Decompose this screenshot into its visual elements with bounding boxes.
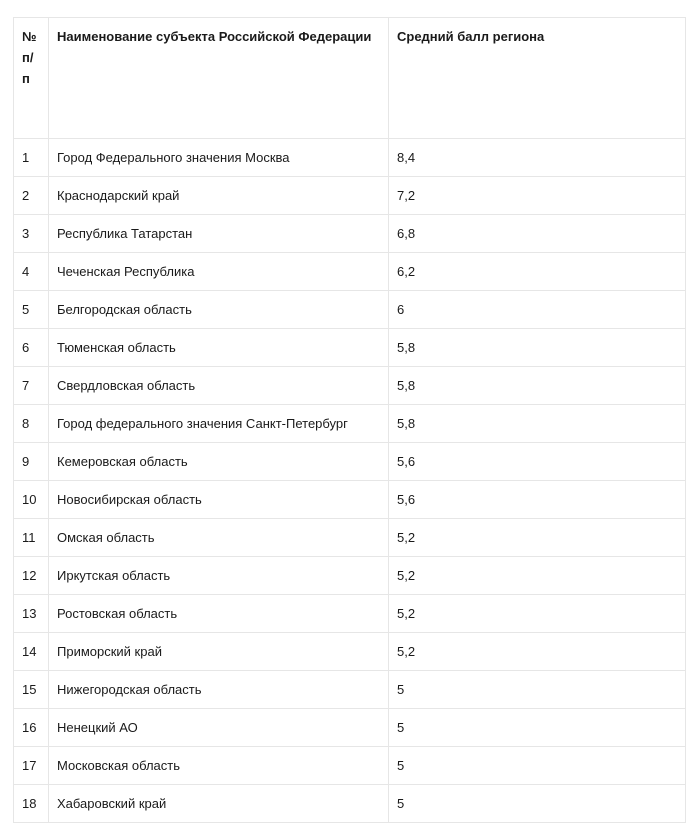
row-region-name: Чеченская Республика: [49, 253, 389, 291]
row-score: 5,8: [389, 367, 686, 405]
row-number: 11: [14, 519, 49, 557]
table-body: [14, 139, 686, 823]
header-number-line3: п: [22, 71, 30, 86]
table-row: [14, 671, 686, 709]
row-score: 5: [389, 671, 686, 709]
row-score: 5,8: [389, 405, 686, 443]
row-number: 13: [14, 595, 49, 633]
row-score: 5,2: [389, 595, 686, 633]
table-row: [14, 481, 686, 519]
row-number: 3: [14, 215, 49, 253]
header-subject: Наименование субъекта Российской Федерации: [49, 18, 389, 139]
table-row: [14, 367, 686, 405]
row-score: 5,6: [389, 481, 686, 519]
table-row: [14, 177, 686, 215]
row-region-name: Иркутская область: [49, 557, 389, 595]
table-header: [14, 18, 686, 139]
row-score: 5,2: [389, 519, 686, 557]
regions-table: [13, 17, 686, 823]
row-number: 5: [14, 291, 49, 329]
row-score: 6,8: [389, 215, 686, 253]
row-number: 6: [14, 329, 49, 367]
row-score: 5: [389, 709, 686, 747]
row-number: 9: [14, 443, 49, 481]
table-row: [14, 519, 686, 557]
row-region-name: Краснодарский край: [49, 177, 389, 215]
table-row: [14, 633, 686, 671]
table-row: [14, 215, 686, 253]
row-number: 17: [14, 747, 49, 785]
table-row: [14, 557, 686, 595]
row-score: 7,2: [389, 177, 686, 215]
header-row: [14, 18, 686, 139]
row-score: 5,6: [389, 443, 686, 481]
table-row: [14, 785, 686, 823]
header-number-line1: №: [22, 29, 37, 44]
row-number: 2: [14, 177, 49, 215]
row-region-name: Белгородская область: [49, 291, 389, 329]
row-score: 6,2: [389, 253, 686, 291]
table-row: [14, 747, 686, 785]
row-region-name: Ненецкий АО: [49, 709, 389, 747]
row-score: 8,4: [389, 139, 686, 177]
row-region-name: Новосибирская область: [49, 481, 389, 519]
header-score: Средний балл региона: [389, 18, 686, 139]
table-row: [14, 291, 686, 329]
row-number: 14: [14, 633, 49, 671]
row-number: 18: [14, 785, 49, 823]
row-number: 1: [14, 139, 49, 177]
row-region-name: Московская область: [49, 747, 389, 785]
row-region-name: Хабаровский край: [49, 785, 389, 823]
row-region-name: Кемеровская область: [49, 443, 389, 481]
row-score: 5: [389, 785, 686, 823]
row-score: 5,2: [389, 557, 686, 595]
row-region-name: Свердловская область: [49, 367, 389, 405]
row-number: 7: [14, 367, 49, 405]
row-number: 8: [14, 405, 49, 443]
row-number: 15: [14, 671, 49, 709]
row-region-name: Республика Татарстан: [49, 215, 389, 253]
table-row: [14, 405, 686, 443]
row-region-name: Ростовская область: [49, 595, 389, 633]
table-row: [14, 595, 686, 633]
regions-table-container: [13, 17, 685, 823]
row-number: 16: [14, 709, 49, 747]
header-number-line2: п/: [22, 50, 34, 65]
row-number: 12: [14, 557, 49, 595]
row-region-name: Нижегородская область: [49, 671, 389, 709]
table-row: [14, 443, 686, 481]
row-score: 6: [389, 291, 686, 329]
row-number: 4: [14, 253, 49, 291]
row-region-name: Омская область: [49, 519, 389, 557]
table-row: [14, 329, 686, 367]
row-score: 5,8: [389, 329, 686, 367]
row-region-name: Тюменская область: [49, 329, 389, 367]
row-region-name: Приморский край: [49, 633, 389, 671]
row-score: 5: [389, 747, 686, 785]
header-number: [14, 18, 49, 139]
row-region-name: Город федерального значения Санкт-Петербург: [49, 405, 389, 443]
row-region-name: Город Федерального значения Москва: [49, 139, 389, 177]
row-score: 5,2: [389, 633, 686, 671]
table-row: [14, 709, 686, 747]
table-row: [14, 253, 686, 291]
table-row: [14, 139, 686, 177]
row-number: 10: [14, 481, 49, 519]
